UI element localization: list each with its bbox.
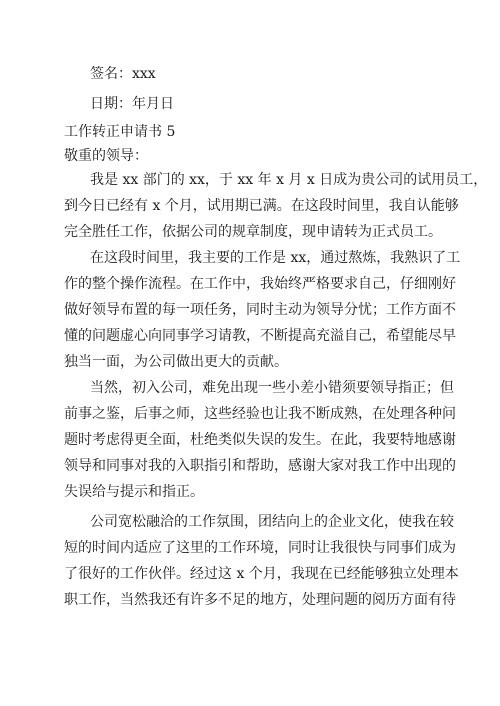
paragraph-line: 到今日已经有 x 个月，试用期已满。在这段时间里，我自认能够 <box>64 198 459 214</box>
salutation: 敬重的领导： <box>64 148 148 164</box>
paragraph-line: 短的时间内适应了这里的工作环境，同时让我很快与同事们成为 <box>64 540 456 556</box>
paragraph-line: 作的整个操作流程。在工作中，我始终严格要求自己，仔细刚好 <box>64 276 456 292</box>
paragraph-line: 做好领导布置的每一项任务，同时主动为领导分忧；工作方面不 <box>64 302 456 318</box>
paragraph-line: 职工作，当然我还有许多不足的地方，处理问题的阅历方面有待 <box>64 592 456 608</box>
paragraph-line: 了很好的工作伙伴。经过这 x 个月，我现在已经能够独立处理本 <box>64 566 459 582</box>
paragraph-line: 失误给与提示和指正。 <box>64 484 204 500</box>
document-title: 工作转正申请书 5 <box>64 124 176 140</box>
date-line: 日期：年月日 <box>90 96 174 112</box>
paragraph-line: 领导和同事对我的入职指引和帮助，感谢大家对我工作中出现的 <box>64 458 456 474</box>
paragraph-line: 完全胜任工作，依据公司的规章制度，现申请转为正式员工。 <box>64 224 442 240</box>
paragraph-line: 懂的问题虚心向同事学习请教，不断提高充溢自己，希望能尽早 <box>64 328 456 344</box>
paragraph-line: 当然，初入公司，难免出现一些小差小错须要领导指正；但 <box>90 380 454 396</box>
paragraph-line: 前事之鉴，后事之师，这些经验也让我不断成熟，在处理各种问 <box>64 406 456 422</box>
paragraph-line: 公司宽松融洽的工作氛围，团结向上的企业文化，使我在较 <box>90 514 454 530</box>
paragraph-line: 我是 xx 部门的 xx，于 xx 年 x 月 x 日成为贵公司的试用员工， <box>90 172 488 188</box>
signature-line: 签名：xxx <box>90 66 156 82</box>
paragraph-line: 在这段时间里，我主要的工作是 xx，通过熬炼，我熟识了工 <box>90 250 461 266</box>
paragraph-line: 题时考虑得更全面，杜绝类似失误的发生。在此，我要特地感谢 <box>64 432 456 448</box>
paragraph-line: 独当一面，为公司做出更大的贡献。 <box>64 354 288 370</box>
